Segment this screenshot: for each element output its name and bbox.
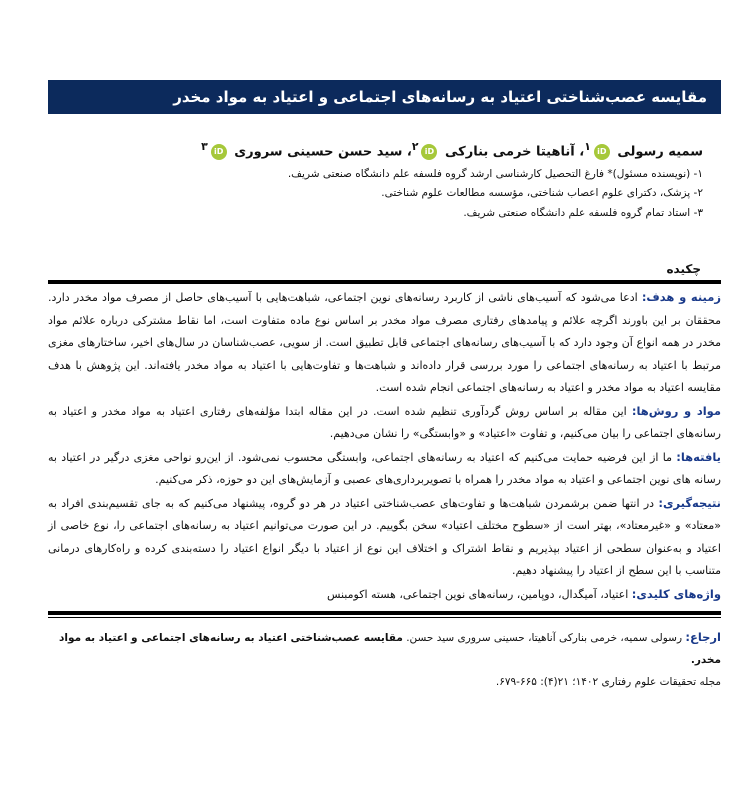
orcid-icon[interactable]: iD xyxy=(211,144,227,160)
orcid-icon[interactable]: iD xyxy=(594,144,610,160)
abstract-section xyxy=(48,446,721,492)
orcid-icon[interactable]: iD xyxy=(421,144,437,160)
affiliation: ۲- پزشک، دکترای علوم اعصاب شناختی، مؤسسه مطالعات علوم شناختی. xyxy=(381,187,703,199)
citation-label: ارجاع: xyxy=(685,630,721,644)
author-sup: ۳ xyxy=(201,140,208,153)
section-text: ما از این فرضیه حمایت می‌کنیم که اعتیاد به رسانه‌های اجتماعی، وابستگی محسوب نمی‌شود. از این‌رو نواحی مغزی درگیر در اعتیاد به رسانه های نوین اجتماعی و اعتیاد به مواد مخدر را همراه با تصویربرداری‌های عصبی و آزمایش‌های این دو حوزه، ذکر می‌کنیم. xyxy=(48,450,721,486)
abstract-heading: چکیده xyxy=(666,262,701,276)
paper-title: مقایسه عصب‌شناختی اعتیاد به رسانه‌های اجتماعی و اعتیاد به مواد مخدر xyxy=(48,80,721,114)
section-label: واژه‌های کلیدی: xyxy=(631,586,721,601)
affiliation: ۳- استاد تمام گروه فلسفه علم دانشگاه صنعتی شریف. xyxy=(463,207,703,219)
section-text: در انتها ضمن برشمردن شباهت‌ها و تفاوت‌های عصب‌شناختی اعتیاد در هر دو گروه، پیشنهاد می‌کنیم که به جای تقسیم‌بندی افراد به «معتاد» و «غیرمعتاد»، بهتر است از «سطوح مختلف اعتیاد» سخن بگوییم. در این صورت می‌توانیم اعتیاد به رسانه‌های اجتماعی را، نوع خاصی از اعتیاد و به‌عنوان سطحی از اعتیاد بپذیریم و نقاط اشتراک و اختلاف این نوع از اعتیاد با دیگر انواع اعتیاد را دسته‌بندی کرده و راه‌کارهای درمانی متناسب با این سطح از اعتیاد را پیشنهاد دهیم. xyxy=(48,496,721,577)
author-sup: ۱ xyxy=(584,140,591,153)
section-text: اعتیاد، آمیگدال، دوپامین، رسانه‌های نوین اجتماعی، هسته اکومبنس xyxy=(326,587,632,601)
divider xyxy=(48,611,721,615)
citation-title: مقایسه عصب‌شناختی اعتیاد به رسانه‌های اجتماعی و اعتیاد به مواد مخدر. xyxy=(59,632,721,666)
citation-journal: مجله تحقیقات علوم رفتاری ۱۴۰۲؛ ۲۱(۴): ۶۶۵-۶۷۹. xyxy=(495,676,721,688)
citation-authors: رسولی سمیه، خرمی بنارکی آناهیتا، حسینی سروری سید حسن. xyxy=(402,632,686,644)
affiliation: ۱- (نویسنده مسئول)* فارغ التحصیل کارشناسی ارشد گروه فلسفه علم دانشگاه صنعتی شریف. xyxy=(287,168,703,180)
author-name: سید حسن حسینی سروری xyxy=(234,144,403,160)
abstract-section xyxy=(48,492,721,583)
abstract-section xyxy=(48,400,721,446)
section-text: این مقاله بر اساس روش گردآوری تنظیم شده است. در این مقاله ابتدا مؤلفه‌های رفتاری اعتیاد به مواد مخدر و اعتیاد به رسانه‌های اجتماعی را بیان می‌کنیم، و تفاوت «اعتیاد» و «وابستگی» را نشان می‌دهیم. xyxy=(48,404,721,440)
author-sup: ۲ xyxy=(411,140,419,153)
section-label: مواد و روش‌ها: xyxy=(631,403,721,418)
divider xyxy=(48,280,721,284)
citation xyxy=(48,626,721,693)
divider xyxy=(48,617,721,618)
author-name: آناهیتا خرمی بنارکی xyxy=(445,144,575,160)
author-name: سمیه رسولی xyxy=(617,144,703,160)
author-list: سمیه رسولی $iD^۱،$ آناهیتا خرمی بنارکی $iD^۲،$ سید حسن حسینی سروری $iD^۳$ xyxy=(201,140,703,160)
abstract-section xyxy=(48,286,721,400)
abstract-section xyxy=(48,583,721,607)
section-label: یافته‌ها: xyxy=(676,449,721,464)
section-text: ادعا می‌شود که آسیب‌های ناشی از کاربرد رسانه‌های نوین اجتماعی، شباهت‌هایی با آسیب‌های حاصل از مصرف مواد مخدر دارد. محققان بر این باورند اگرچه علائم و پیامدهای رفتاری مصرف مواد مخدر بر اساس نوع ماده متفاوت است، اما نقاط مشترکی درباره علائم مواد مخدر در همه انواع آن وجود دارد که با آسیب‌های رسانه‌های اجتماعی قابل تطبیق است. از سویی، عصب‌شناسان در سال‌های اخیر، ساختارهای مغزی مرتبط با اعتیاد به رسانه‌های اجتماعی را مورد بررسی قرار داده‌اند و شباهت‌ها و تفاوت‌هایی با اعتیاد به مواد مخدر یافته‌اند. این پژوهش با هدف مقایسه اعتیاد به مواد مخدر و اعتیاد به رسانه‌های اجتماعی انجام شده است. xyxy=(48,291,721,394)
section-label: نتیجه‌گیری: xyxy=(658,495,721,510)
abstract-body xyxy=(48,286,721,606)
section-label: زمینه و هدف: xyxy=(641,290,721,304)
